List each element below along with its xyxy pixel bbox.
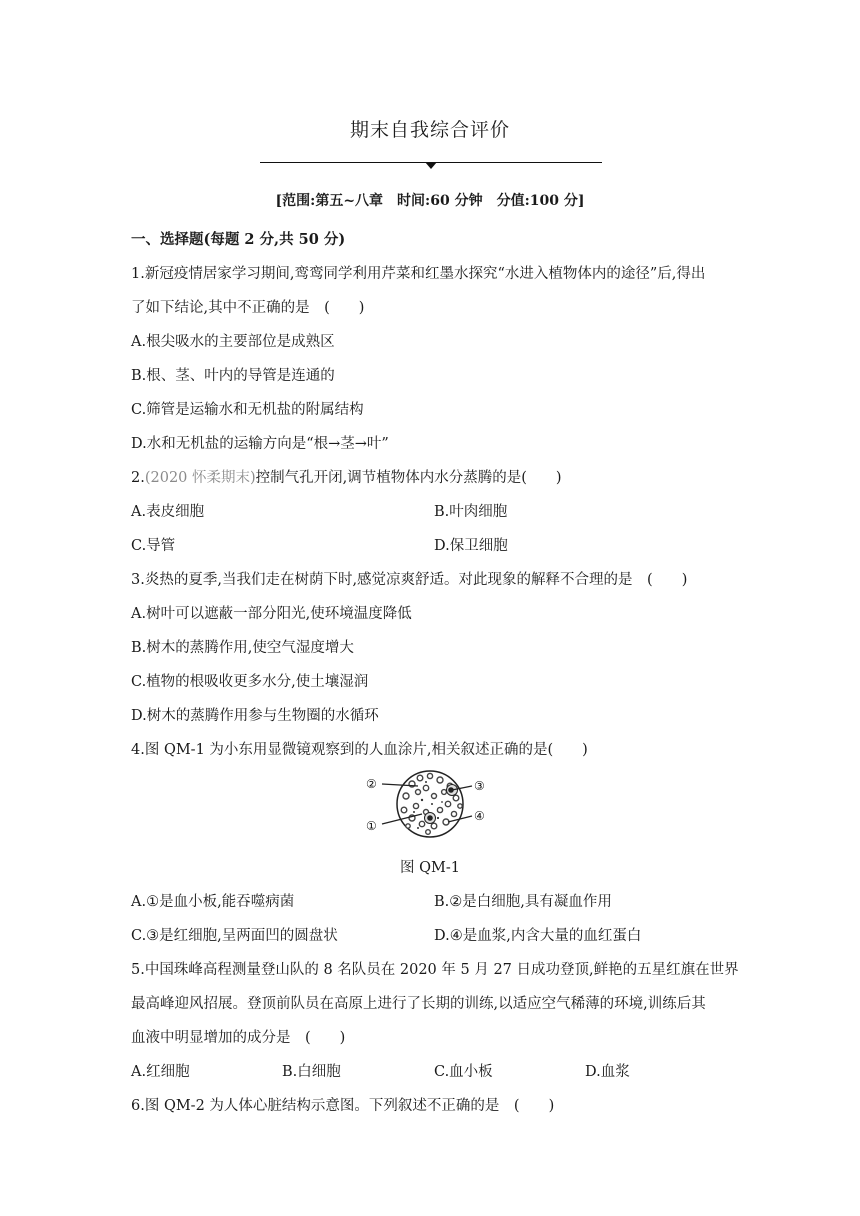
- section-heading: 一、选择题(每题 2 分,共 50 分): [131, 231, 346, 248]
- q4-option-b: B.②是白细胞,具有凝血作用: [434, 894, 612, 910]
- q2-text: 控制气孔开闭,调节植物体内水分蒸腾的是( ): [255, 470, 562, 486]
- q3-option-a: A.树叶可以遮蔽一部分阳光,使环境温度降低: [131, 606, 412, 622]
- figure-label-3: ③: [474, 779, 485, 793]
- q1-option-b: B.根、茎、叶内的导管是连通的: [131, 368, 335, 384]
- q5-option-a: A.红细胞: [131, 1064, 190, 1080]
- figure-label-1: ①: [366, 819, 377, 833]
- q1-stem-line1: 1.新冠疫情居家学习期间,鸾鸾同学利用芹菜和红墨水探究“水进入植物体内的途径”后,得出: [131, 266, 706, 282]
- q5-option-c: C.血小板: [434, 1064, 493, 1080]
- q1-stem-line2: 了如下结论,其中不正确的是 ( ): [131, 300, 365, 316]
- q2-stem: [131, 466, 562, 487]
- figure-label-2: ②: [366, 777, 377, 791]
- exam-scope: [范围:第五~八章 时间:60 分钟 分值:100 分]: [275, 193, 585, 209]
- q2-number: 2.: [131, 470, 145, 486]
- q3-option-b: B.树木的蒸腾作用,使空气湿度增大: [131, 640, 354, 656]
- q1-option-c: C.筛管是运输水和无机盐的附属结构: [131, 402, 364, 418]
- q4-stem: 4.图 QM-1 为小东用显微镜观察到的人血涂片,相关叙述正确的是( ): [131, 742, 588, 758]
- q5-stem-line1: 5.中国珠峰高程测量登山队的 8 名队员在 2020 年 5 月 27 日成功登顶,鲜艳的五星红旗在世界: [131, 962, 739, 978]
- q4-option-c: C.③是红细胞,呈两面凹的圆盘状: [131, 928, 338, 944]
- figure-caption: 图 QM-1: [400, 860, 460, 876]
- q5-option-b: B.白细胞: [282, 1064, 341, 1080]
- divider-triangle-icon: [425, 162, 437, 169]
- q5-stem-line2: 最高峰迎风招展。登顶前队员在高原上进行了长期的训练,以适应空气稀薄的环境,训练后其: [131, 996, 706, 1012]
- page-title: 期末自我综合评价: [349, 119, 510, 141]
- q5-option-d: D.血浆: [585, 1064, 630, 1080]
- blood-smear-figure: [360, 764, 500, 844]
- figure-label-4: ④: [474, 809, 485, 823]
- q3-option-c: C.植物的根吸收更多水分,使土壤湿润: [131, 674, 369, 690]
- q1-option-d: D.水和无机盐的运输方向是“根→茎→叶”: [131, 436, 389, 452]
- q4-option-d: D.④是血浆,内含大量的血红蛋白: [434, 928, 642, 944]
- q1-option-a: A.根尖吸水的主要部位是成熟区: [131, 334, 335, 350]
- q2-source: (2020 怀柔期末): [144, 470, 256, 486]
- q2-option-b: B.叶肉细胞: [434, 504, 508, 520]
- q2-option-c: C.导管: [131, 538, 176, 554]
- q4-option-a: A.①是血小板,能吞噬病菌: [131, 894, 295, 910]
- q2-option-d: D.保卫细胞: [434, 538, 508, 554]
- q6-stem: 6.图 QM-2 为人体心脏结构示意图。下列叙述不正确的是 ( ): [131, 1098, 555, 1114]
- q5-stem-line3: 血液中明显增加的成分是 ( ): [131, 1030, 346, 1046]
- q2-option-a: A.表皮细胞: [131, 504, 205, 520]
- q3-option-d: D.树木的蒸腾作用参与生物圈的水循环: [131, 708, 379, 724]
- q3-stem: 3.炎热的夏季,当我们走在树荫下时,感觉凉爽舒适。对此现象的解释不合理的是 ( ): [131, 572, 688, 588]
